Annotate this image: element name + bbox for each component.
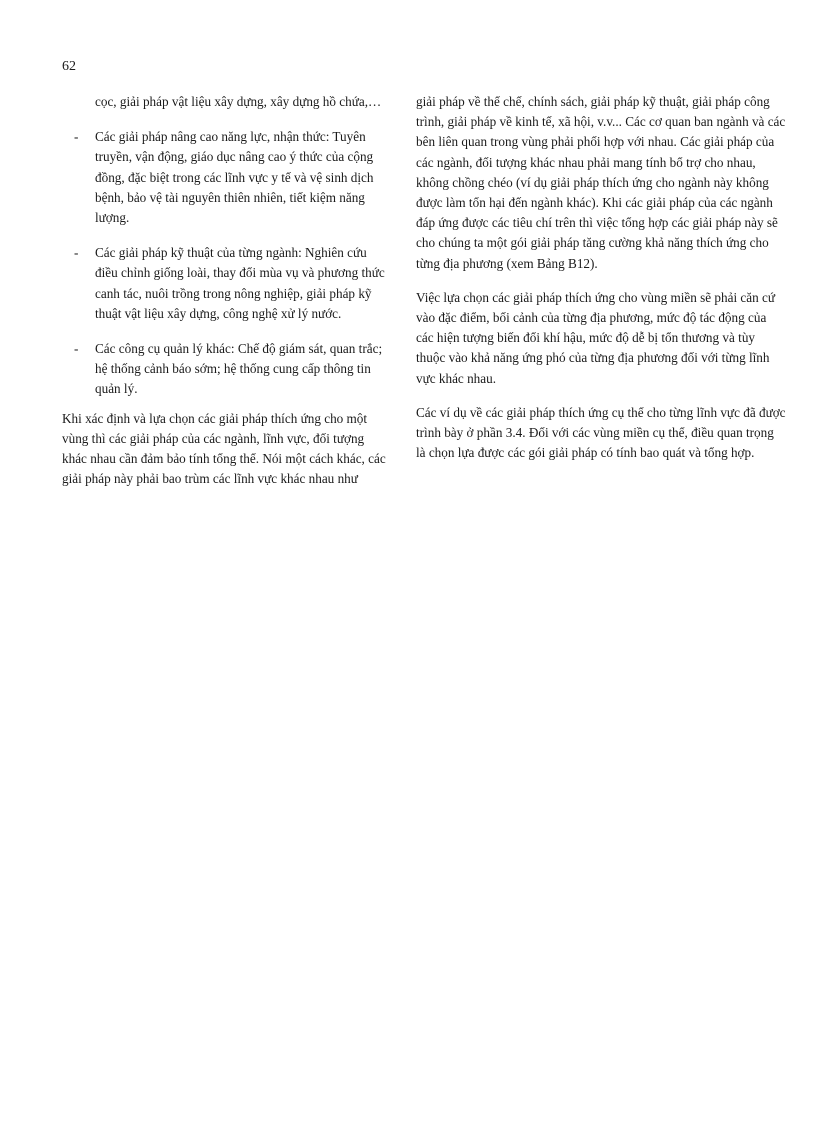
page-number: 62 [62,59,76,74]
bullet-dash: - [74,341,79,357]
bullet-item-management [74,339,392,400]
right-column [416,92,786,463]
left-column [62,92,392,489]
bullet-item-technical [74,243,392,324]
bullet-text: Các giải pháp kỹ thuật của từng ngành: Nghiên cứu điều chỉnh giống loài, thay đổi mùa vụ và phương thức canh tác, nuôi trồng trong nông nghiệp, giải pháp kỹ thuật vật liệu xây dựng, công nghệ xử lý nước. [95,245,385,321]
paragraph-examples: Các ví dụ về các giải pháp thích ứng cụ thể cho từng lĩnh vực đã được trình bày ở phần 3.4. Đối với các vùng miền cụ thể, điều quan trọng là chọn lựa được các gói giải pháp có tính bao quát và tổng hợp. [416,404,786,461]
paragraph-coordination: giải pháp về thể chế, chính sách, giải pháp kỹ thuật, giải pháp công trình, giải pháp về kinh tế, xã hội, v.v... Các cơ quan ban ngành và các bên liên quan trong vùng phải phối hợp với nhau. Các giải pháp của các ngành, đối tượng khác nhau phải mang tính bổ trợ cho nhau, không chồng chéo (ví dụ giải pháp thích ứng cho ngành này không được làm tổn hại đến ngành khác). Khi các giải pháp của các ngành đáp ứng được các tiêu chí trên thì việc tổng hợp các giải pháp này sẽ cho chúng ta một gói giải pháp tăng cường khả năng thích ứng cho từng địa phương (xem Bảng B12). [416,94,786,271]
paragraph-selection: Việc lựa chọn các giải pháp thích ứng cho vùng miền sẽ phải căn cứ vào đặc điểm, bối cảnh của từng địa phương, mức độ tác động của các hiện tượng biến đổi khí hậu, mức độ dễ bị tổn thương và tùy thuộc vào khả năng ứng phó của từng địa phương đối với từng lĩnh vực khác nhau. [416,289,776,386]
closing-paragraph: Khi xác định và lựa chọn các giải pháp thích ứng cho một vùng thì các giải pháp của các ngành, lĩnh vực, đối tượng khác nhau cần đảm bảo tính tổng thể. Nói một cách khác, các giải pháp này phải bao trùm các lĩnh vực khác nhau như [62,410,386,487]
continuation-text: cọc, giải pháp vật liệu xây dựng, xây dựng hồ chứa,… [95,94,382,109]
bullet-item-capacity [74,127,392,228]
bullet-text: Các giải pháp nâng cao năng lực, nhận thức: Tuyên truyền, vận động, giáo dục nâng cao ý thức của cộng đồng, đặc biệt trong các lĩnh vực y tế và vệ sinh dịch bệnh, bảo vệ tài nguyên thiên nhiên, tiết kiệm năng lượng. [95,129,374,226]
bullet-dash: - [74,245,79,261]
bullet-dash: - [74,129,79,145]
bullet-text: Các công cụ quản lý khác: Chế độ giám sát, quan trắc; hệ thống cảnh báo sớm; hệ thống cung cấp thông tin quản lý. [95,341,383,397]
